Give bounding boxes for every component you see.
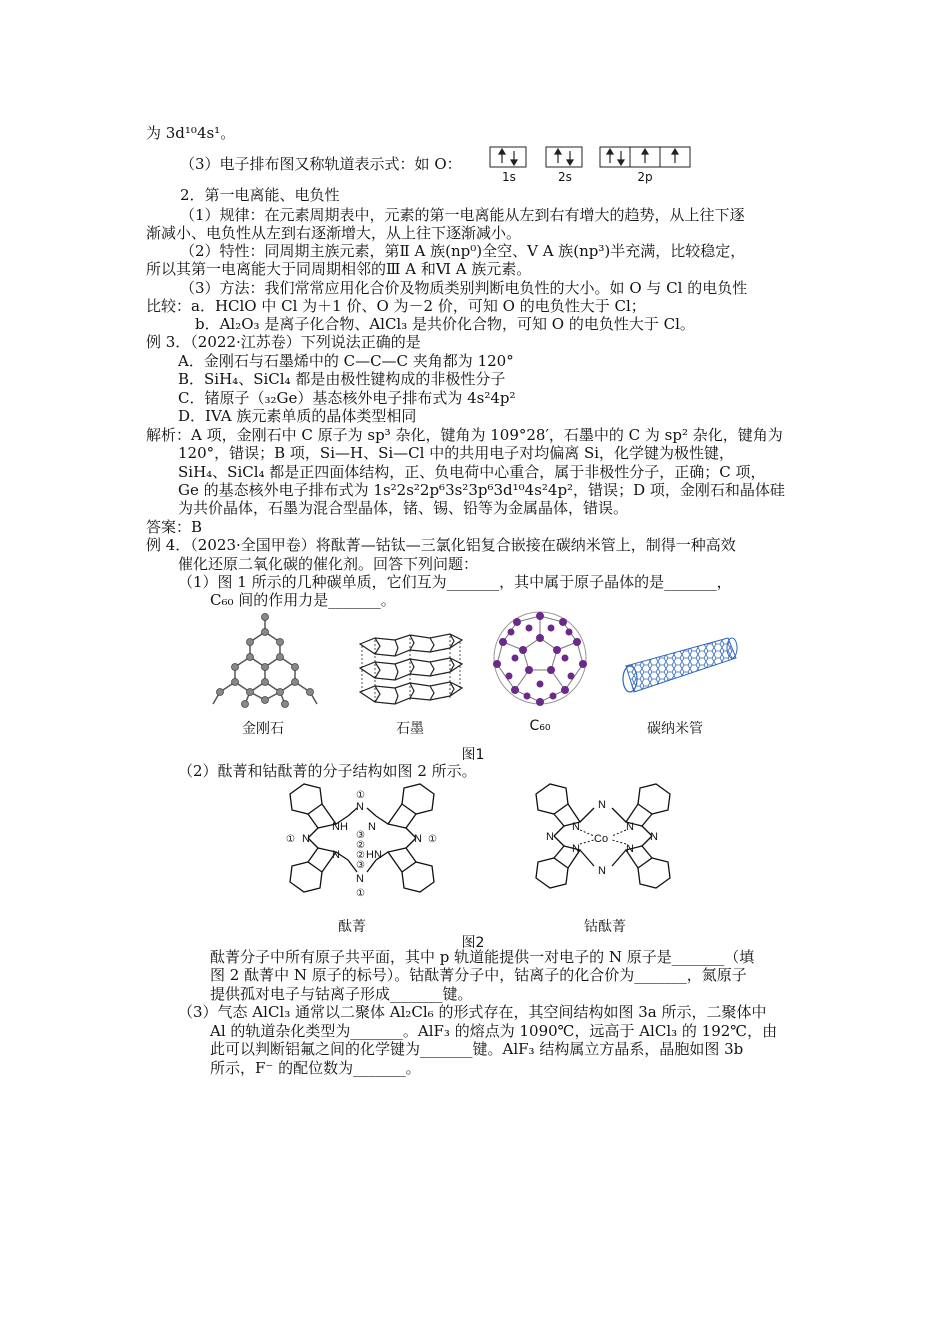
fig1-caption-c60: C₆₀ xyxy=(529,718,551,734)
question-line: 所示，F⁻ 的配位数为_______。 xyxy=(210,1059,421,1077)
option-d: D．IVA 族元素单质的晶体类型相同 xyxy=(178,407,417,425)
orbital-label-2s: 2s xyxy=(558,170,572,184)
atom-hn: HN xyxy=(366,849,382,861)
text-line: （3）方法：我们常常应用化合价及物质类别判断电负性的大小。如 O 与 Cl 的电负性 xyxy=(180,279,748,297)
atom-n-right: N xyxy=(414,833,422,845)
text-line: （1）规律：在元素周期表中，元素的第一电离能从左到右有增大的趋势，从上往下逐 xyxy=(180,206,745,224)
svg-text:②: ② xyxy=(356,840,365,851)
fig1-caption-diamond: 金刚石 xyxy=(242,721,284,737)
text-line: 渐减小、电负性从左到右逐渐增大，从上往下逐渐减小。 xyxy=(146,224,522,242)
example-title: 例 3．（2022·江苏卷）下列说法正确的是 xyxy=(146,333,421,351)
svg-text:②: ② xyxy=(356,850,365,861)
option-b: B．SiH₄、SiCl₄ 都是由极性键构成的非极性分子 xyxy=(178,370,506,388)
text-line: （2）特性：同周期主族元素，第Ⅱ A 族(np⁰)全空、Ⅴ A 族(np³)半充满，比较稳定， xyxy=(180,242,746,260)
section-heading: 2．第一电离能、电负性 xyxy=(180,186,340,204)
atom-n-ul: N xyxy=(572,821,580,833)
text-line: 比较：a．HClO 中 Cl 为＋1 价、O 为－2 价，可知 O 的电负性大于 Cl； xyxy=(146,297,646,315)
question-line: 提供孤对电子与钴离子形成_______键。 xyxy=(210,985,473,1003)
atom-n-lr: N xyxy=(626,843,634,855)
atom-co: Co xyxy=(594,833,609,845)
analysis-line: 120°，错误；B 项，Si—H、Si—Cl 中的共用电子对均偏离 Si，化学键为极性键， xyxy=(178,444,735,462)
svg-text:①: ① xyxy=(428,834,437,845)
option-a: A．金刚石与石墨烯中的 C—C—C 夹角都为 120° xyxy=(178,352,514,370)
question-line: Al 的轨道杂化类型为_______。AlF₃ 的熔点为 1090℃，远高于 AlCl₃ 的 192℃，由 xyxy=(210,1022,778,1040)
atom-n-lower-left: N xyxy=(332,849,340,861)
phthalocyanine-structure-figure xyxy=(282,778,442,914)
svg-text:①: ① xyxy=(356,790,365,801)
text-line: 为 3d¹⁰4s¹。 xyxy=(146,124,236,142)
option-c: C．锗原子（₃₂Ge）基态核外电子排布式为 4s²4p² xyxy=(178,389,516,407)
analysis-line: 为共价晶体，石墨为混合型晶体，锗、锡、铅等为金属晶体，错误。 xyxy=(178,499,629,517)
carbon-nanotube-figure xyxy=(618,630,743,705)
analysis-line: Ge 的基态核外电子排布式为 1s²2s²2p⁶3s²3p⁶3d¹⁰4s²4p²，错误；D 项，金刚石和晶体硅 xyxy=(178,481,785,499)
text-line: 所以其第一电离能大于同周期相邻的Ⅲ A 和Ⅵ A 族元素。 xyxy=(146,260,532,278)
atom-n-top: N xyxy=(598,799,606,811)
svg-text:①: ① xyxy=(356,888,365,899)
atom-n-ll: N xyxy=(572,843,580,855)
question-line: （2）酞菁和钴酞菁的分子结构如图 2 所示。 xyxy=(178,762,477,780)
fig2-caption-phthalocyanine: 酞菁 xyxy=(338,919,366,935)
question-line: 此可以判断铝氟之间的化学键为_______键。AlF₃ 结构属立方晶系，晶胞如图 3b xyxy=(210,1040,744,1058)
fig1-title: 图1 xyxy=(461,747,485,763)
svg-text:①: ① xyxy=(286,834,295,845)
svg-text:③: ③ xyxy=(356,830,365,841)
atom-n-top: N xyxy=(356,801,364,813)
question-line: C₆₀ 间的作用力是_______。 xyxy=(210,591,396,609)
atom-n-left: N xyxy=(302,833,310,845)
diamond-structure-figure xyxy=(205,612,325,712)
text-line: b．Al₂O₃ 是离子化合物、AlCl₃ 是共价化合物，可知 O 的电负性大于 Cl。 xyxy=(195,315,695,333)
atom-nh: NH xyxy=(332,821,348,833)
text-line: （3）电子排布图又称轨道表示式：如 O： xyxy=(180,155,462,173)
atom-n-upper-right: N xyxy=(368,821,376,833)
graphite-structure-figure xyxy=(350,630,470,710)
atom-n-left: N xyxy=(546,831,554,843)
orbital-label-2p: 2p xyxy=(637,170,653,184)
fig1-caption-nanotube: 碳纳米管 xyxy=(647,721,703,737)
question-line: 图 2 酞菁中 N 原子的标号）。钴酞菁分子中，钴离子的化合价为_______，氮原子 xyxy=(210,966,747,984)
svg-text:③: ③ xyxy=(356,860,365,871)
answer-line: 答案：B xyxy=(146,518,203,536)
c60-structure-figure xyxy=(485,608,595,708)
question-line: （3）气态 AlCl₃ 通常以二聚体 Al₂Cl₆ 的形式存在，其空间结构如图 3a 所示，二聚体中 xyxy=(178,1003,767,1021)
text-line: 催化还原二氧化碳的催化剂。回答下列问题： xyxy=(178,555,479,573)
atom-n-right: N xyxy=(650,831,658,843)
atom-n-ur: N xyxy=(626,821,634,833)
fig2-title: 图2 xyxy=(461,935,485,951)
fig1-caption-graphite: 石墨 xyxy=(396,721,424,737)
atom-n-bottom: N xyxy=(598,865,606,877)
analysis-line: 解析：A 项，金刚石中 C 原子为 sp³ 杂化，键角为 109°28′，石墨中的 C 为 sp² 杂化，键角为 xyxy=(146,426,783,444)
atom-n-bottom: N xyxy=(356,873,364,885)
question-line: （1）图 1 所示的几种碳单质，它们互为_______，其中属于原子晶体的是_______， xyxy=(178,573,732,591)
orbital-label-1s: 1s xyxy=(502,170,516,184)
fig2-caption-cobalt-phthalocyanine: 钴酞菁 xyxy=(584,919,626,935)
analysis-line: SiH₄、SiCl₄ 都是正四面体结构，正、负电荷中心重合，属于非极性分子，正确；C 项， xyxy=(178,463,766,481)
example-title: 例 4．（2023·全国甲卷）将酞菁—钴钛—三氯化铝复合嵌接在碳纳米管上，制得一种高效 xyxy=(146,536,736,554)
cobalt-phthalocyanine-structure-figure xyxy=(528,778,678,908)
question-line: 酞菁分子中所有原子共平面，其中 p 轨道能提供一对电子的 N 原子是_______（填 xyxy=(210,948,755,966)
